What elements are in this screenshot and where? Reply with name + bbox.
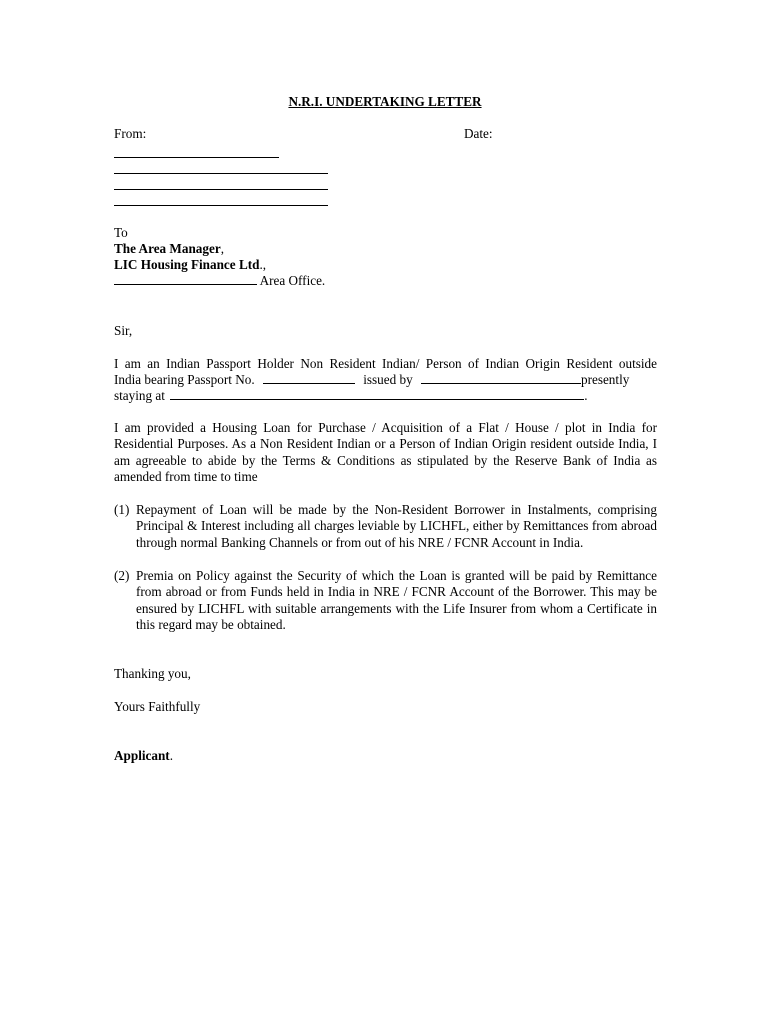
passport-label: India bearing Passport No.	[114, 372, 255, 387]
from-address-line-3[interactable]	[114, 189, 328, 190]
recipient-name-suffix: ,	[220, 241, 225, 256]
passport-number-blank[interactable]	[263, 372, 355, 384]
staying-at-label: staying at	[114, 388, 165, 403]
from-label: From:	[114, 126, 147, 141]
recipient-name	[114, 241, 224, 257]
to-label: To	[114, 225, 128, 240]
closing-thanks: Thanking you,	[114, 666, 191, 681]
staying-at-end: .	[584, 388, 588, 403]
area-office-blank[interactable]	[114, 273, 257, 285]
list-item-number: (2)	[114, 568, 130, 583]
from-address-line-4[interactable]	[114, 205, 328, 206]
staying-at-blank[interactable]	[170, 388, 584, 400]
recipient-name-text: The Area Manager	[114, 241, 221, 256]
list-item	[114, 568, 657, 634]
issued-by-label: issued by	[363, 372, 413, 387]
paragraph1-line2	[114, 372, 657, 388]
from-address-line-2[interactable]	[114, 173, 328, 174]
date-label: Date:	[464, 126, 493, 141]
paragraph2: I am provided a Housing Loan for Purchase / Acquisition of a Flat / House / plot in India for Residential Purposes. As a Non Resident Indian or a Person of Indian Origin resident outside India, I am agreeable to abide by the Terms & Conditions as stipulated by the Reserve Bank of India as amended from time to time	[114, 420, 657, 485]
issued-by-blank[interactable]	[421, 372, 581, 384]
recipient-company	[114, 257, 266, 273]
from-address-line-1[interactable]	[114, 157, 279, 158]
closing-yours-faithfully: Yours Faithfully	[114, 699, 201, 714]
recipient-company-suffix: .,	[259, 257, 267, 272]
paragraph1-line1: I am an Indian Passport Holder Non Resident Indian/ Person of Indian Origin Resident outside	[114, 356, 657, 371]
area-office-label: Area Office.	[259, 273, 326, 288]
signature-suffix: .	[169, 748, 173, 763]
recipient-office	[114, 273, 325, 289]
paragraph1-line3	[114, 388, 588, 404]
signature-label	[114, 748, 173, 764]
salutation: Sir,	[114, 323, 133, 338]
document-title: N.R.I. UNDERTAKING LETTER	[288, 94, 482, 109]
list-item-text: Repayment of Loan will be made by the Non-Resident Borrower in Instalments, comprising Principal & Interest including all charges leviable by LICHFL, either by Remittances from abroad through normal Banking Channels or from out of his NRE / FCNR Account in India.	[136, 502, 657, 550]
list-item	[114, 502, 657, 551]
list-item-number: (1)	[114, 502, 130, 517]
signature-text: Applicant	[114, 748, 170, 763]
presently-label: presently	[580, 372, 630, 387]
recipient-company-text: LIC Housing Finance Ltd	[114, 257, 260, 272]
list-item-text: Premia on Policy against the Security of which the Loan is granted will be paid by Remittance from abroad or from Funds held in India in NRE / FCNR Account of the Borrower. This may be ensured by LICHFL with suitable arrangements with the Life Insurer from whom a Certificate in this regard may be obtained.	[136, 568, 657, 633]
